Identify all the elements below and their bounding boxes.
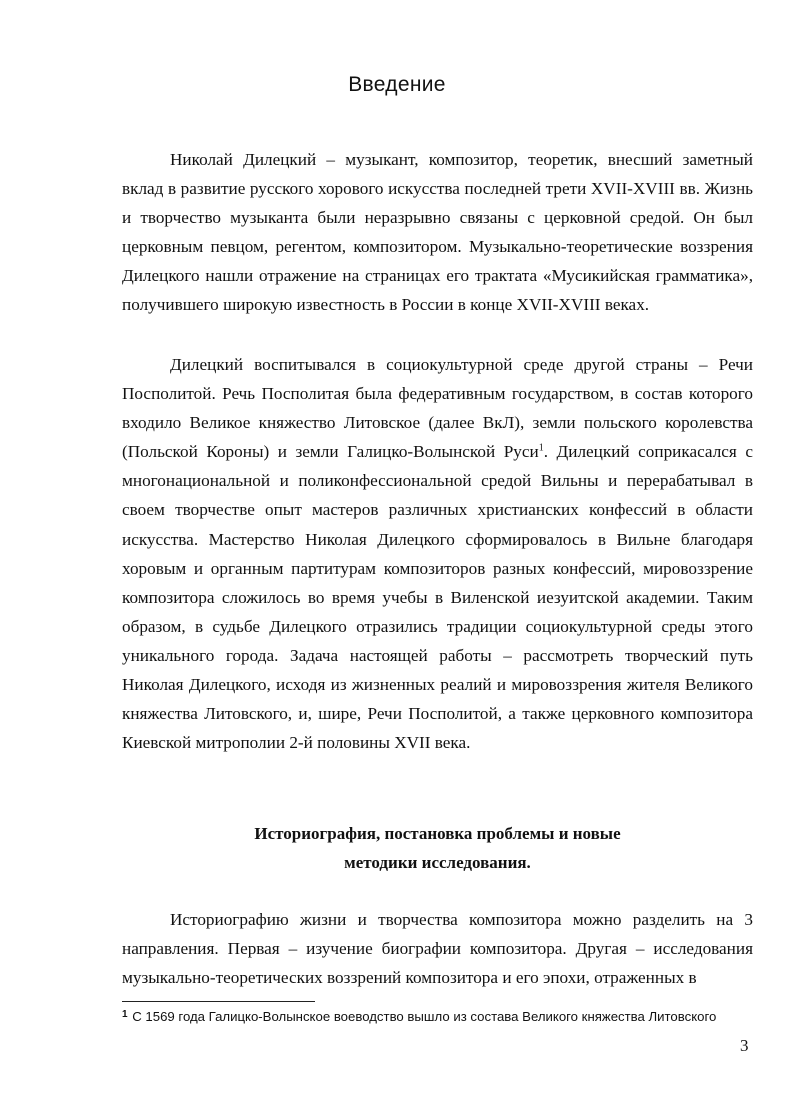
historiography-paragraph: Историографию жизни и творчества композитора можно разделить на 3 направления. Первая – изучение биографии композитора. Другая – исследования музыкально-теоретических воззрений композитора и его эпохи, отраженных в: [122, 910, 753, 988]
footnote-reference[interactable]: 1: [538, 442, 544, 454]
page-title: Введение: [348, 73, 446, 96]
section-heading-line-1: Историография, постановка проблемы и новые: [254, 824, 621, 843]
footnote: [122, 1006, 762, 1026]
footnote-marker: 1: [122, 1009, 128, 1020]
footnote-text: С 1569 года Галицко-Волынское воеводство вышло из состава Великого княжества Литовского: [132, 1009, 717, 1024]
intro-paragraph: Николай Дилецкий – музыкант, композитор, теоретик, внесший заметный вклад в развитие русского хорового искусства последней трети XVII-XVIII вв. Жизнь и творчество музыканта были неразрывно связаны с церковной средой. Он был церковным певцом, регентом, композитором. Музыкально-теоретические воззрения Дилецкого нашли отражение на страницах его трактата «Мусикийская грамматика», получившего широкую известность в России в конце XVII-XVIII веках.: [122, 150, 753, 315]
section-heading-line-2: методики исследования.: [344, 853, 531, 872]
context-paragraph-text-2: . Дилецкий соприкасался с многонациональной и поликонфессиональной средой Вильны и перерабатывал в своем творчестве опыт мастеров различных христианских конфессий в области искусства. Мастерство Николая Дилецкого сформировалось в Вильне благодаря хоровым и органным партитурам композиторов разных конфессий, мировоззрение композитора сложилось во время учебы в Виленской иезуитской академии. Таким образом, в судьбе Дилецкого отразились традиции социокультурной среды этого уникального города. Задача настоящей работы – рассмотреть творческий путь Николая Дилецкого, исходя из жизненных реалий и мировоззрения жителя Великого княжества Литовского, и, шире, Речи Посполитой, а также церковного композитора Киевской митрополии 2-й половины XVII века.: [122, 442, 753, 753]
footnote-divider: [122, 1001, 315, 1002]
context-paragraph-text-1: Дилецкий воспитывался в социокультурной среде другой страны – Речи Посполитой. Речь Посполитая была федеративным государством, в состав которого входило Великое княжество Литовское (далее ВкЛ), земли польского королевства (Польской Короны) и земли Галицко-Волынской Руси: [122, 355, 753, 462]
context-paragraph: [122, 350, 753, 757]
page-number: 3: [740, 1036, 749, 1055]
